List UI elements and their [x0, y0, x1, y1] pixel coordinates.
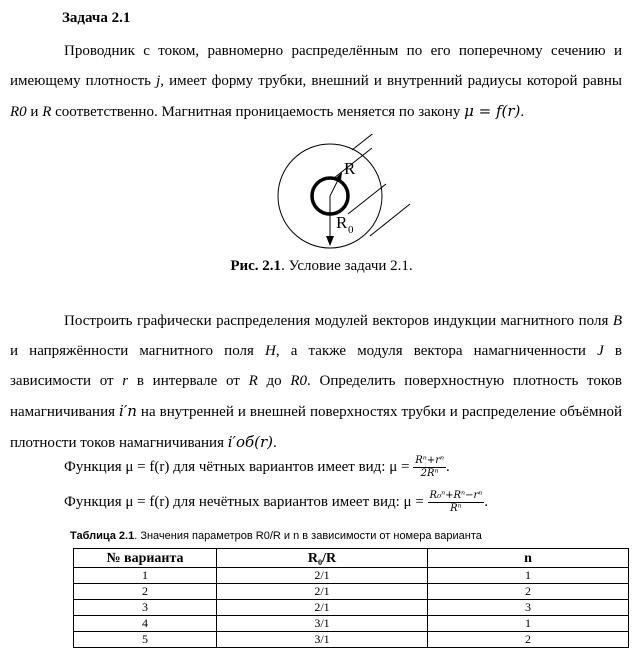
intro-text-2: , имеет форму трубки, внешний и внутренний радиусы которой равны — [160, 73, 622, 89]
cell-n: 1 — [428, 568, 629, 584]
even-function-line — [64, 455, 450, 480]
intro-paragraph — [10, 36, 622, 127]
cell-n: 1 — [428, 616, 629, 632]
task-text-5: в интервале от — [128, 373, 249, 389]
volume-current-symbol: i′об(r) — [227, 433, 273, 451]
cell-n: 3 — [428, 600, 629, 616]
caption-text: . Условие задачи 2.1. — [281, 258, 413, 274]
table-row — [74, 632, 629, 648]
var-R0: R0 — [10, 104, 27, 120]
cell-ratio: 3/1 — [217, 632, 428, 648]
cell-n: 2 — [428, 584, 629, 600]
even-fraction-denominator: 2Rⁿ — [420, 468, 439, 479]
odd-fraction-denominator: Rⁿ — [450, 503, 462, 514]
cell-variant: 3 — [74, 600, 217, 616]
odd-fraction — [428, 490, 485, 515]
task-text-7: . Определить поверхностную плотность токов намагничивания — [10, 373, 623, 420]
odd-function-line — [64, 490, 488, 515]
tube-cross-section-figure — [262, 134, 422, 254]
task-heading: Задача 2.1 — [62, 10, 131, 26]
task-text-3: , а также модуля вектора намагниченности — [275, 343, 598, 359]
tube-outer-edge-line — [352, 134, 390, 150]
odd-fraction-numerator: R₀ⁿ+Rⁿ−rⁿ — [429, 490, 483, 501]
even-fraction — [413, 455, 446, 480]
radius-R0-arrowhead — [326, 236, 334, 246]
var-J: J — [597, 343, 604, 359]
var-R: R — [42, 104, 52, 120]
parameters-table — [73, 548, 629, 648]
even-function-end: . — [446, 458, 450, 475]
odd-function-text: Функция μ = f(r) для нечётных вариантов имеет вид: μ = — [64, 493, 428, 510]
cell-ratio: 2/1 — [217, 568, 428, 584]
table-row — [74, 584, 629, 600]
task-text-6: до — [257, 373, 291, 389]
var-H: H — [265, 343, 276, 359]
label-R: R — [344, 159, 356, 178]
var-R-2: R — [248, 373, 258, 389]
label-R0: R — [336, 213, 348, 232]
task-text-1: Построить графически распределения модулей векторов индукции магнитного поля — [64, 313, 613, 329]
caption-prefix: Рис. 2.1 — [230, 258, 282, 274]
task-text-8: на внутренней и внешней поверхностях трубки и распределение объёмной плотности токов намагничивания — [10, 404, 623, 451]
figure-caption — [0, 258, 643, 275]
task-text-4: в зависимости от — [10, 343, 622, 389]
cell-variant: 1 — [74, 568, 217, 584]
table-row — [74, 600, 629, 616]
table-caption — [70, 530, 482, 542]
intro-text-5: . — [520, 104, 525, 120]
odd-function-end: . — [484, 493, 489, 510]
header-n: n — [428, 549, 629, 568]
surface-current-symbol: i′п — [119, 402, 137, 420]
task-text-9: . — [273, 435, 277, 451]
law-formula: μ = f(r) — [464, 102, 521, 120]
even-fraction-numerator: Rⁿ+rⁿ — [415, 455, 445, 466]
cell-variant: 5 — [74, 632, 217, 648]
even-function-text: Функция μ = f(r) для чётных вариантов имеет вид: μ = — [64, 458, 414, 475]
intro-text-1: Проводник с током, равномерно распределённым по его поперечному сечению и имеющему плотность — [10, 43, 622, 89]
task-text-2: и напряжённости магнитного поля — [10, 343, 266, 359]
intro-text-4: соответственно. Магнитная проницаемость меняется по закону — [51, 104, 465, 120]
cell-ratio: 2/1 — [217, 600, 428, 616]
cell-variant: 4 — [74, 616, 217, 632]
table-caption-text: . Значения параметров R0/R и n в зависимости от номера варианта — [134, 530, 482, 542]
table-header-row — [74, 549, 629, 568]
task-paragraph — [10, 306, 622, 458]
var-B: B — [612, 313, 622, 329]
var-j: j — [156, 73, 161, 89]
cell-ratio: 2/1 — [217, 584, 428, 600]
intro-text-3: и — [26, 104, 43, 120]
cell-variant: 2 — [74, 584, 217, 600]
table-row — [74, 568, 629, 584]
table-row — [74, 616, 629, 632]
label-R0-subscript: 0 — [348, 224, 354, 236]
var-r: r — [122, 373, 129, 389]
cell-n: 2 — [428, 632, 629, 648]
table-caption-prefix: Таблица 2.1 — [70, 530, 135, 542]
header-ratio: R₀/R — [217, 549, 428, 568]
cell-ratio: 3/1 — [217, 616, 428, 632]
header-variant: № варианта — [74, 549, 217, 568]
var-R0-2: R0 — [290, 373, 308, 389]
